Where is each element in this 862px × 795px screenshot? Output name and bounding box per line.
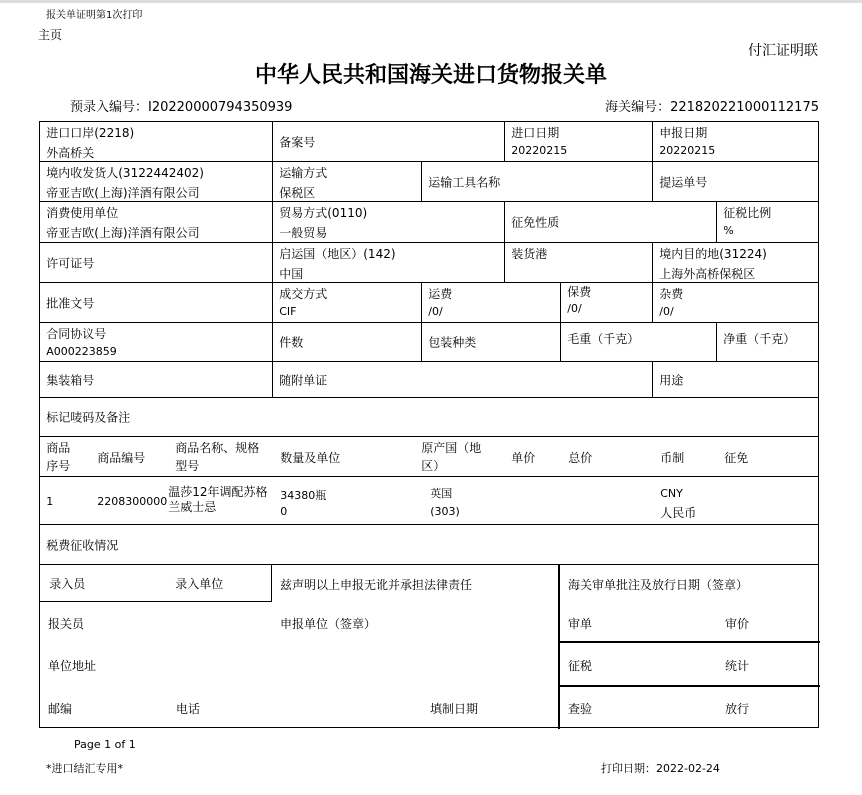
remarks-cell [39,397,819,437]
goods-name: 温莎12年调配苏格 [168,485,268,500]
header-exemption: 征免 [724,451,749,466]
goods-seq: 1 [46,495,54,509]
value: CIF [279,305,297,319]
entry-clerk-label: 录入员 [49,577,86,592]
value: 20220215 [659,144,716,158]
value: A000223859 [46,345,117,359]
label: 消费使用单位 [46,206,119,221]
label: 运输方式 [279,166,328,181]
attached-docs-cell [272,361,653,398]
header-seq: 商品 [46,441,71,456]
label: 贸易方式(0110) [279,206,368,221]
print-date-value: 2022-02-24 [656,762,720,775]
header-origin: 原产国（地 [421,441,482,456]
address-label: 单位地址 [48,659,97,673]
goods-header-row [39,436,819,477]
entry-unit-label: 录入单位 [175,577,224,592]
pieces-cell [272,322,422,362]
label: 征税比例 [723,206,772,221]
declaring-unit-label: 申报单位（签章） [280,617,377,631]
goods-row [39,476,819,525]
header-name: 商品名称、规格 [175,441,260,456]
print-date [601,760,720,776]
value: 帝亚吉欧(上海)洋酒有限公司 [46,186,200,201]
declare-date-cell [652,121,819,162]
customs-approval-label: 海关审单批注及放行日期（签章） [568,578,749,592]
print-note: 报关单证明第1次打印 [46,10,143,21]
import-date-cell [504,121,653,162]
goods-currency: CNY [660,487,683,501]
tax-label: 征税 [568,659,593,673]
header-name-2: 型号 [175,459,200,474]
origin-country-cell [272,242,505,283]
header-seq-2: 序号 [46,459,71,474]
statistics-label: 统计 [725,659,750,673]
gross-weight-cell [560,322,717,362]
label: 征免性质 [511,215,560,230]
goods-currency-name: 人民币 [660,506,697,521]
header-currency: 币制 [660,451,685,466]
goods-code: 2208300000 [97,495,168,509]
label: 成交方式 [279,287,328,302]
top-border [0,0,862,3]
copy-type: 付汇证明联 [748,43,818,59]
net-weight-cell [716,322,819,362]
header-origin-2: 区） [421,459,446,474]
consumer-cell [39,201,273,243]
review-label: 审单 [568,617,593,631]
value: /0/ [659,305,674,319]
misc-fee-cell [652,282,819,323]
label: 进口日期 [511,126,560,141]
goods-origin: 英国 [430,487,453,501]
goods-name-2: 兰威士忌 [168,500,217,515]
license-no-cell [39,242,273,283]
value: 中国 [279,267,304,282]
container-no-cell [39,361,273,398]
customs-no-label: 海关编号： [605,100,671,115]
phone-label: 电话 [176,702,201,716]
value: 帝亚吉欧(上海)洋酒有限公司 [46,226,200,241]
label: 备案号 [279,135,316,150]
goods-origin-code: (303) [430,505,460,519]
transport-name-cell [421,161,653,202]
label: 用途 [659,373,684,388]
destination-cell [652,242,819,283]
divider [558,685,820,687]
approval-no-cell [39,282,273,323]
label: 运输工具名称 [428,175,501,190]
import-port-cell [39,121,273,162]
tax-ratio-cell [716,201,819,243]
pre-entry-value: I20220000794350939 [148,100,293,115]
divider [558,641,820,643]
release-label: 放行 [725,702,750,716]
value: /0/ [567,302,582,316]
declaration-text: 兹声明以上申报无讹并承担法律责任 [280,578,473,592]
label: 毛重（千克） [567,332,640,347]
declarant-label: 报关员 [48,617,85,631]
contract-no-cell [39,322,273,362]
home-link[interactable]: 主页 [38,28,63,42]
transport-mode-cell [272,161,422,202]
label: 批准文号 [46,296,95,311]
goods-qty: 34380瓶 [280,489,327,503]
label: 净重（千克） [723,332,796,347]
tax-status-cell [39,524,819,565]
pre-entry-number [70,96,292,115]
pre-entry-label: 预录入编号： [70,100,149,115]
label: 境内目的地(31224) [659,247,767,262]
header-qty: 数量及单位 [280,451,341,466]
label: 税费征收情况 [46,538,119,553]
value: % [723,224,734,238]
label: 申报日期 [659,126,708,141]
value: 保税区 [279,186,316,201]
label: 件数 [279,335,304,350]
divider [558,565,560,729]
label: 装货港 [511,247,548,262]
label: 启运国（地区）(142) [279,247,396,262]
loading-port-cell [504,242,653,283]
label: 合同协议号 [46,327,107,342]
label: 境内收发货人(3122442402) [46,166,204,181]
label: 运费 [428,287,453,302]
label: 标记唛码及备注 [46,410,131,425]
postcode-label: 邮编 [48,702,73,716]
price-review-label: 审价 [725,617,750,631]
page-title: 中华人民共和国海关进口货物报关单 [254,63,607,88]
label: 提运单号 [659,175,708,190]
label: 包装种类 [428,335,477,350]
label: 进口口岸(2218) [46,126,135,141]
package-type-cell [421,322,561,362]
goods-qty-2: 0 [280,505,288,519]
insurance-cell [560,282,653,323]
label: 许可证号 [46,256,95,271]
value: 外高桥关 [46,146,95,161]
bill-no-cell [652,161,819,202]
value: 20220215 [511,144,568,158]
fill-date-label: 填制日期 [430,702,479,716]
exemption-nature-cell [504,201,717,243]
deal-mode-cell [272,282,422,323]
page-indicator: Page 1 of 1 [74,738,136,751]
header-code: 商品编号 [97,451,146,466]
customs-no-value: 221820221000112175 [670,100,819,115]
inspection-label: 查验 [568,702,593,716]
header-total-price: 总价 [568,451,593,466]
label: 随附单证 [279,373,328,388]
freight-cell [421,282,561,323]
entry-box [39,564,272,602]
trade-mode-cell [272,201,505,243]
label: 保费 [567,285,592,300]
label: 集装箱号 [46,373,95,388]
customs-number [605,96,819,115]
record-no-cell [272,121,505,162]
value: /0/ [428,305,443,319]
label: 杂费 [659,287,684,302]
value: 上海外高桥保税区 [659,267,756,282]
special-use-note: *进口结汇专用* [46,762,123,775]
value: 一般贸易 [279,226,328,241]
usage-cell [652,361,819,398]
print-date-label: 打印日期： [601,762,656,775]
consignee-cell [39,161,273,202]
header-unit-price: 单价 [511,451,536,466]
